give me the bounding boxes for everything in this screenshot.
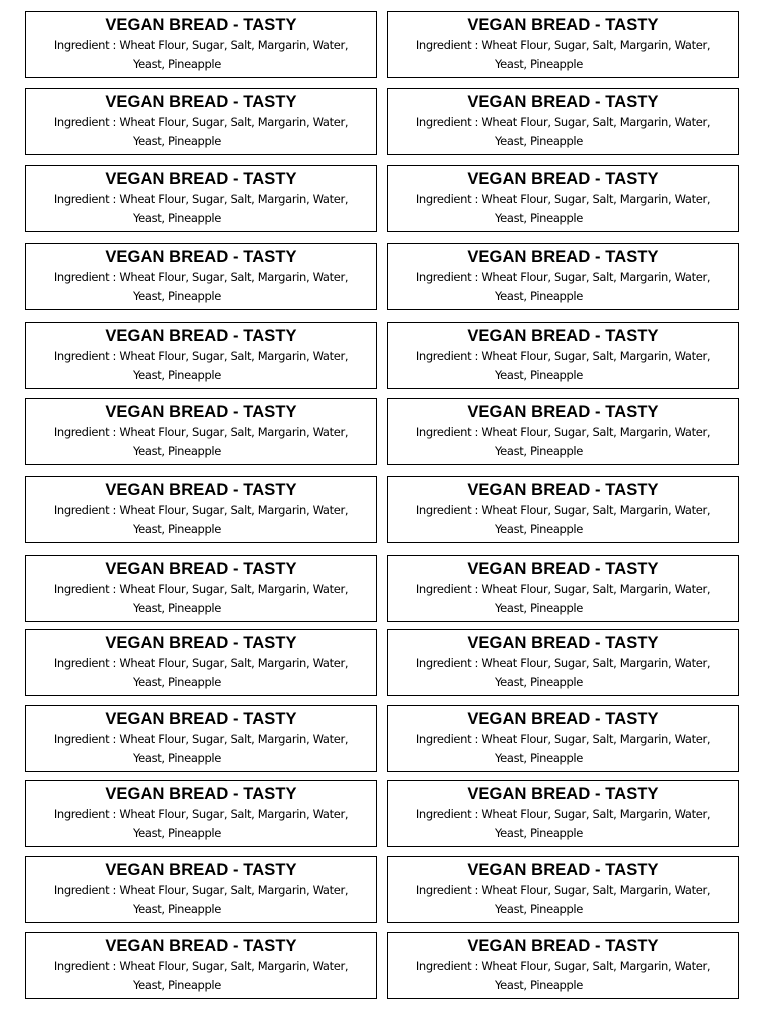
product-label bbox=[387, 780, 739, 847]
product-label bbox=[25, 165, 377, 232]
label-title: VEGAN BREAD - TASTY bbox=[467, 937, 659, 955]
product-label bbox=[25, 243, 377, 310]
label-title: VEGAN BREAD - TASTY bbox=[105, 560, 297, 578]
label-ingredients bbox=[26, 268, 376, 306]
ingredients-line-2: Yeast, Pineapple bbox=[495, 289, 583, 303]
label-ingredients bbox=[388, 805, 738, 843]
label-ingredients bbox=[26, 654, 376, 692]
ingredients-line-1: Ingredient : Wheat Flour, Sugar, Salt, Margarin, Water, bbox=[53, 959, 349, 973]
label-title: VEGAN BREAD - TASTY bbox=[467, 634, 659, 652]
label-ingredients bbox=[388, 501, 738, 539]
product-label bbox=[387, 476, 739, 543]
label-title: VEGAN BREAD - TASTY bbox=[467, 327, 659, 345]
label-ingredients bbox=[388, 730, 738, 768]
product-label bbox=[25, 705, 377, 772]
ingredients-line-2: Yeast, Pineapple bbox=[495, 978, 583, 992]
label-ingredients bbox=[26, 36, 376, 74]
label-ingredients bbox=[26, 423, 376, 461]
ingredients-line-2: Yeast, Pineapple bbox=[133, 57, 221, 71]
label-ingredients bbox=[26, 957, 376, 995]
ingredients-line-2: Yeast, Pineapple bbox=[495, 444, 583, 458]
product-label bbox=[25, 856, 377, 923]
ingredients-line-1: Ingredient : Wheat Flour, Sugar, Salt, Margarin, Water, bbox=[415, 883, 711, 897]
product-label bbox=[387, 398, 739, 465]
ingredients-line-2: Yeast, Pineapple bbox=[495, 902, 583, 916]
ingredients-line-1: Ingredient : Wheat Flour, Sugar, Salt, Margarin, Water, bbox=[53, 349, 349, 363]
label-title: VEGAN BREAD - TASTY bbox=[105, 16, 297, 34]
ingredients-line-1: Ingredient : Wheat Flour, Sugar, Salt, Margarin, Water, bbox=[53, 807, 349, 821]
label-ingredients bbox=[388, 268, 738, 306]
label-ingredients bbox=[388, 347, 738, 385]
label-title: VEGAN BREAD - TASTY bbox=[105, 403, 297, 421]
product-label bbox=[25, 88, 377, 155]
product-label bbox=[25, 398, 377, 465]
product-label bbox=[25, 629, 377, 696]
label-title: VEGAN BREAD - TASTY bbox=[105, 861, 297, 879]
label-ingredients bbox=[26, 881, 376, 919]
label-title: VEGAN BREAD - TASTY bbox=[467, 170, 659, 188]
ingredients-line-1: Ingredient : Wheat Flour, Sugar, Salt, Margarin, Water, bbox=[415, 807, 711, 821]
product-label bbox=[25, 780, 377, 847]
ingredients-line-2: Yeast, Pineapple bbox=[133, 978, 221, 992]
ingredients-line-2: Yeast, Pineapple bbox=[133, 289, 221, 303]
label-ingredients bbox=[26, 805, 376, 843]
label-title: VEGAN BREAD - TASTY bbox=[105, 481, 297, 499]
label-title: VEGAN BREAD - TASTY bbox=[467, 403, 659, 421]
product-label bbox=[387, 165, 739, 232]
ingredients-line-1: Ingredient : Wheat Flour, Sugar, Salt, Margarin, Water, bbox=[415, 115, 711, 129]
product-label bbox=[387, 629, 739, 696]
ingredients-line-1: Ingredient : Wheat Flour, Sugar, Salt, Margarin, Water, bbox=[415, 270, 711, 284]
product-label bbox=[387, 88, 739, 155]
product-label bbox=[387, 932, 739, 999]
product-label bbox=[387, 555, 739, 622]
ingredients-line-1: Ingredient : Wheat Flour, Sugar, Salt, Margarin, Water, bbox=[53, 270, 349, 284]
label-ingredients bbox=[26, 347, 376, 385]
label-title: VEGAN BREAD - TASTY bbox=[105, 785, 297, 803]
ingredients-line-1: Ingredient : Wheat Flour, Sugar, Salt, Margarin, Water, bbox=[415, 349, 711, 363]
product-label bbox=[387, 322, 739, 389]
ingredients-line-2: Yeast, Pineapple bbox=[133, 902, 221, 916]
ingredients-line-2: Yeast, Pineapple bbox=[495, 751, 583, 765]
ingredients-line-2: Yeast, Pineapple bbox=[495, 601, 583, 615]
ingredients-line-1: Ingredient : Wheat Flour, Sugar, Salt, Margarin, Water, bbox=[415, 732, 711, 746]
product-label bbox=[387, 705, 739, 772]
ingredients-line-1: Ingredient : Wheat Flour, Sugar, Salt, Margarin, Water, bbox=[415, 192, 711, 206]
product-label bbox=[387, 243, 739, 310]
ingredients-line-1: Ingredient : Wheat Flour, Sugar, Salt, Margarin, Water, bbox=[415, 656, 711, 670]
label-title: VEGAN BREAD - TASTY bbox=[467, 248, 659, 266]
label-ingredients bbox=[388, 190, 738, 228]
label-ingredients bbox=[388, 881, 738, 919]
ingredients-line-2: Yeast, Pineapple bbox=[495, 675, 583, 689]
ingredients-line-1: Ingredient : Wheat Flour, Sugar, Salt, Margarin, Water, bbox=[53, 883, 349, 897]
label-ingredients bbox=[26, 580, 376, 618]
label-ingredients bbox=[388, 113, 738, 151]
ingredients-line-2: Yeast, Pineapple bbox=[495, 826, 583, 840]
label-title: VEGAN BREAD - TASTY bbox=[467, 16, 659, 34]
label-title: VEGAN BREAD - TASTY bbox=[105, 248, 297, 266]
label-title: VEGAN BREAD - TASTY bbox=[467, 861, 659, 879]
label-title: VEGAN BREAD - TASTY bbox=[105, 170, 297, 188]
ingredients-line-2: Yeast, Pineapple bbox=[133, 522, 221, 536]
label-title: VEGAN BREAD - TASTY bbox=[105, 710, 297, 728]
label-title: VEGAN BREAD - TASTY bbox=[467, 560, 659, 578]
ingredients-line-1: Ingredient : Wheat Flour, Sugar, Salt, Margarin, Water, bbox=[415, 503, 711, 517]
ingredients-line-1: Ingredient : Wheat Flour, Sugar, Salt, Margarin, Water, bbox=[53, 425, 349, 439]
label-title: VEGAN BREAD - TASTY bbox=[467, 481, 659, 499]
ingredients-line-1: Ingredient : Wheat Flour, Sugar, Salt, Margarin, Water, bbox=[53, 38, 349, 52]
label-ingredients bbox=[26, 730, 376, 768]
product-label bbox=[25, 11, 377, 78]
label-title: VEGAN BREAD - TASTY bbox=[467, 710, 659, 728]
ingredients-line-1: Ingredient : Wheat Flour, Sugar, Salt, Margarin, Water, bbox=[53, 115, 349, 129]
ingredients-line-2: Yeast, Pineapple bbox=[133, 751, 221, 765]
ingredients-line-1: Ingredient : Wheat Flour, Sugar, Salt, Margarin, Water, bbox=[53, 503, 349, 517]
ingredients-line-2: Yeast, Pineapple bbox=[495, 134, 583, 148]
product-label bbox=[387, 11, 739, 78]
label-title: VEGAN BREAD - TASTY bbox=[105, 93, 297, 111]
product-label bbox=[25, 555, 377, 622]
ingredients-line-1: Ingredient : Wheat Flour, Sugar, Salt, Margarin, Water, bbox=[53, 732, 349, 746]
ingredients-line-2: Yeast, Pineapple bbox=[495, 211, 583, 225]
label-ingredients bbox=[26, 501, 376, 539]
label-ingredients bbox=[26, 190, 376, 228]
ingredients-line-1: Ingredient : Wheat Flour, Sugar, Salt, Margarin, Water, bbox=[415, 959, 711, 973]
label-ingredients bbox=[388, 580, 738, 618]
product-label bbox=[25, 322, 377, 389]
label-ingredients bbox=[388, 654, 738, 692]
ingredients-line-2: Yeast, Pineapple bbox=[133, 134, 221, 148]
ingredients-line-2: Yeast, Pineapple bbox=[133, 826, 221, 840]
product-label bbox=[25, 476, 377, 543]
ingredients-line-1: Ingredient : Wheat Flour, Sugar, Salt, Margarin, Water, bbox=[53, 582, 349, 596]
label-title: VEGAN BREAD - TASTY bbox=[467, 785, 659, 803]
ingredients-line-2: Yeast, Pineapple bbox=[133, 368, 221, 382]
label-title: VEGAN BREAD - TASTY bbox=[105, 327, 297, 345]
ingredients-line-1: Ingredient : Wheat Flour, Sugar, Salt, Margarin, Water, bbox=[53, 192, 349, 206]
label-title: VEGAN BREAD - TASTY bbox=[467, 93, 659, 111]
label-title: VEGAN BREAD - TASTY bbox=[105, 634, 297, 652]
label-ingredients bbox=[388, 423, 738, 461]
ingredients-line-2: Yeast, Pineapple bbox=[133, 211, 221, 225]
product-label bbox=[387, 856, 739, 923]
ingredients-line-2: Yeast, Pineapple bbox=[495, 368, 583, 382]
ingredients-line-2: Yeast, Pineapple bbox=[133, 675, 221, 689]
ingredients-line-1: Ingredient : Wheat Flour, Sugar, Salt, Margarin, Water, bbox=[415, 582, 711, 596]
label-ingredients bbox=[388, 36, 738, 74]
ingredients-line-1: Ingredient : Wheat Flour, Sugar, Salt, Margarin, Water, bbox=[53, 656, 349, 670]
ingredients-line-1: Ingredient : Wheat Flour, Sugar, Salt, Margarin, Water, bbox=[415, 425, 711, 439]
label-ingredients bbox=[26, 113, 376, 151]
product-label bbox=[25, 932, 377, 999]
ingredients-line-1: Ingredient : Wheat Flour, Sugar, Salt, Margarin, Water, bbox=[415, 38, 711, 52]
ingredients-line-2: Yeast, Pineapple bbox=[133, 601, 221, 615]
ingredients-line-2: Yeast, Pineapple bbox=[495, 57, 583, 71]
label-ingredients bbox=[388, 957, 738, 995]
label-title: VEGAN BREAD - TASTY bbox=[105, 937, 297, 955]
ingredients-line-2: Yeast, Pineapple bbox=[133, 444, 221, 458]
ingredients-line-2: Yeast, Pineapple bbox=[495, 522, 583, 536]
